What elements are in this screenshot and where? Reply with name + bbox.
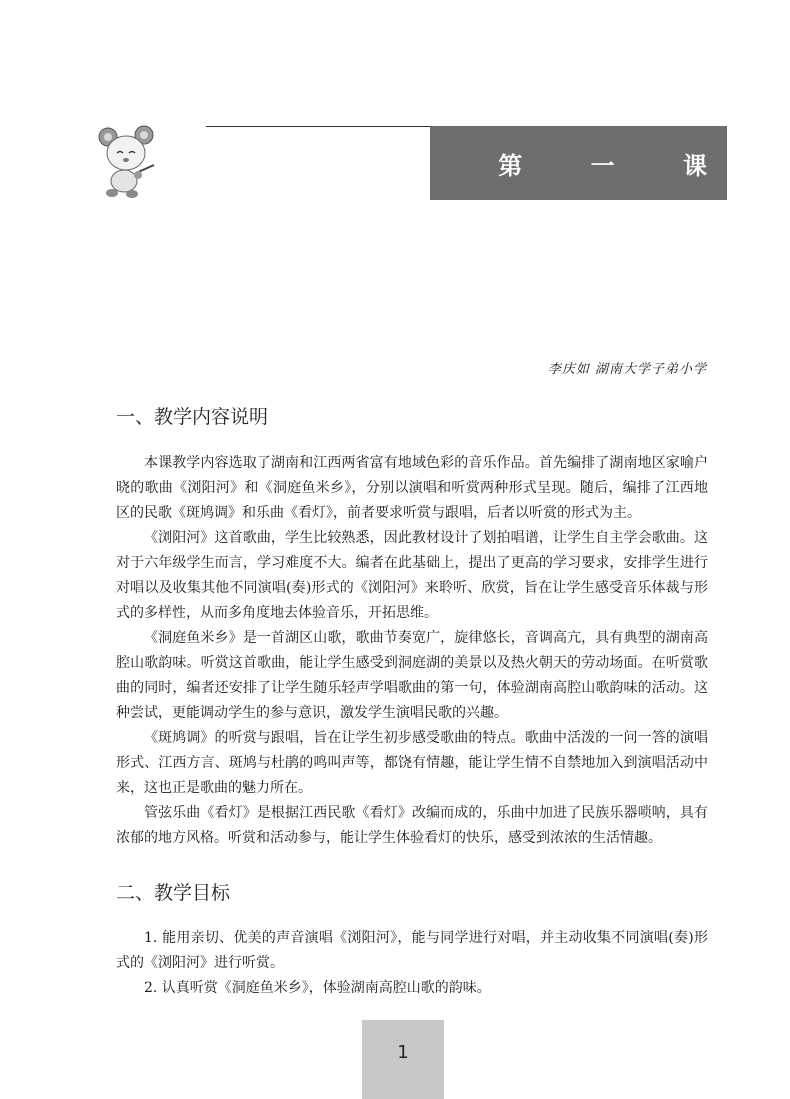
paragraph: 《斑鸠调》的听赏与跟唱，旨在让学生初步感受歌曲的特点。歌曲中活泼的一问一答的演唱形式、江西方言、斑鸠与杜鹃的鸣叫声等，都饶有情趣，能让学生情不自禁地加入到演唱活动中来，这也正是歌曲的魅力所在。 [116, 730, 708, 796]
goal-item: 1. 能用亲切、优美的声音演唱《浏阳河》，能与同学进行对唱，并主动收集不同演唱(奏)形式的《浏阳河》进行听赏。 [116, 930, 708, 971]
section-content-body [116, 451, 708, 851]
page-number: 1 [397, 1042, 409, 1063]
paragraph: 《洞庭鱼米乡》是一首湖区山歌，歌曲节奏宽广，旋律悠长，音调高亢，具有典型的湖南高腔山歌韵味。听赏这首歌曲，能让学生感受到洞庭湖的美景以及热火朝天的劳动场面。在听赏歌曲的同时，编者还安排了让学生随乐轻声学唱歌曲的第一句，体验湖南高腔山歌韵味的活动。这种尝试，更能调动学生的参与意识，激发学生演唱民歌的兴趣。 [116, 630, 708, 721]
section-goals-body [116, 926, 708, 1001]
lesson-title-banner [430, 126, 737, 200]
paragraph: 《浏阳河》这首歌曲，学生比较熟悉，因此教材设计了划拍唱谱，让学生自主学会歌曲。这对于六年级学生而言，学习难度不大。编者在此基础上，提出了更高的学习要求，安排学生进行对唱以及收集其他不同演唱(奏)形式的《浏阳河》来聆听、欣赏，旨在让学生感受音乐体裁与形式的多样性，从而多角度地去体验音乐，开拓思维。 [116, 530, 708, 621]
header-rule [206, 126, 430, 127]
panda-mascot-icon [96, 123, 160, 199]
section-heading-content: 一、教学内容说明 [116, 406, 269, 428]
lesson-title: 第 一 课 [498, 151, 737, 180]
author-line: 李庆如 湖南大学子弟小学 [547, 362, 707, 377]
paragraph: 本课教学内容选取了湖南和江西两省富有地域色彩的音乐作品。首先编排了湖南地区家喻户晓的歌曲《浏阳河》和《洞庭鱼米乡》，分别以演唱和听赏两种形式呈现。随后，编排了江西地区的民歌《斑鸠调》和乐曲《看灯》，前者要求听赏与跟唱，后者以听赏的形式为主。 [116, 455, 708, 521]
page-number-box [362, 1020, 444, 1099]
goal-item: 2. 认真听赏《洞庭鱼米乡》，体验湖南高腔山歌的韵味。 [144, 980, 491, 996]
section-heading-goals: 二、教学目标 [116, 882, 231, 904]
paragraph: 管弦乐曲《看灯》是根据江西民歌《看灯》改编而成的，乐曲中加进了民族乐器唢呐，具有浓郁的地方风格。听赏和活动参与，能让学生体验看灯的快乐，感受到浓浓的生活情趣。 [116, 805, 708, 846]
